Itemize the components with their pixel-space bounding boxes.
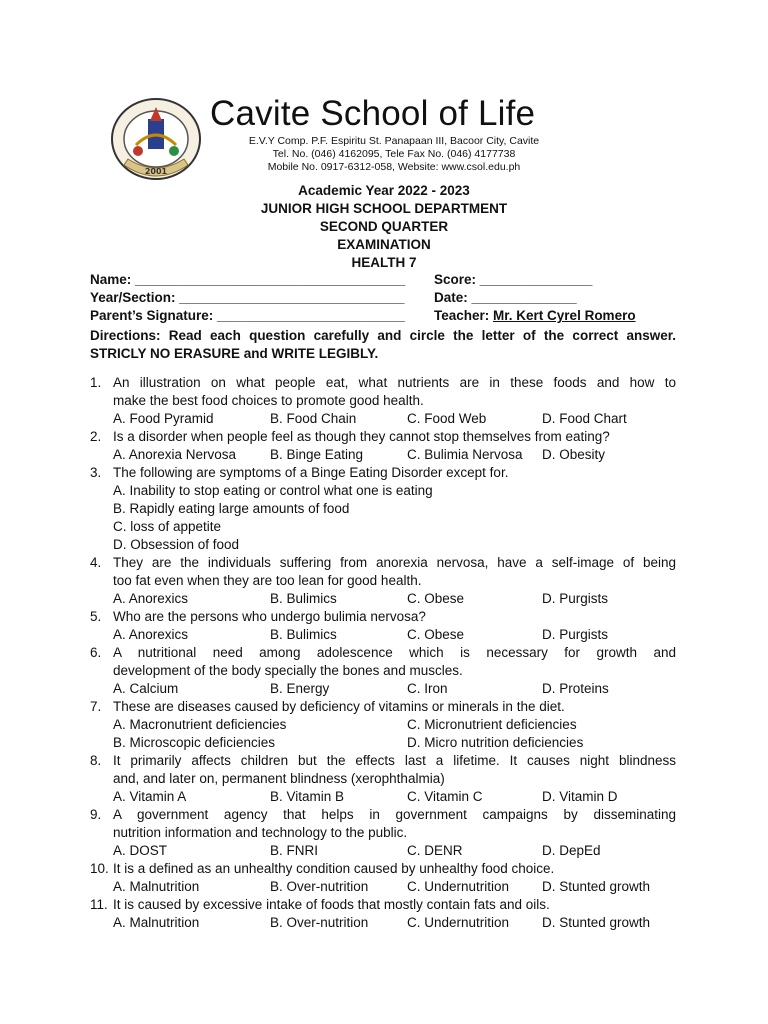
choice-d[interactable]: D. Food Chart xyxy=(542,411,627,426)
choice-row xyxy=(90,788,676,806)
question-number: 8. xyxy=(90,753,102,768)
score-field[interactable]: Score: _______________ xyxy=(434,272,593,287)
teacher-field xyxy=(434,308,636,323)
choice-c[interactable]: C. DENR xyxy=(407,843,463,858)
parent-signature-field[interactable]: Parent’s Signature: _________________________ xyxy=(90,308,405,323)
question-line xyxy=(90,662,676,680)
exam-type: EXAMINATION xyxy=(337,237,431,252)
contact-line: Tel. No. (046) 4162095, Tele Fax No. (046) 4177738 xyxy=(272,148,516,160)
choice-row xyxy=(90,536,676,554)
choice-b[interactable]: B. Bulimics xyxy=(270,591,337,606)
question-line xyxy=(90,554,676,572)
choice-d[interactable]: D. Purgists xyxy=(542,591,609,606)
question-text: and, and later on, permanent blindness (xerophthalmia) xyxy=(113,771,445,786)
question-line xyxy=(90,644,676,662)
choice-d[interactable]: D. Purgists xyxy=(542,627,609,642)
question-line xyxy=(90,860,676,878)
subject: HEALTH 7 xyxy=(351,255,417,270)
choice-a[interactable]: A. Macronutrient deficiencies xyxy=(113,717,287,732)
choice-row xyxy=(90,914,676,932)
choice-a[interactable]: A. Calcium xyxy=(113,681,179,696)
question-line xyxy=(90,770,676,788)
question-text: They are the individuals suffering from anorexia nervosa, have a self-image of being xyxy=(113,555,676,570)
choice-a[interactable]: A. Vitamin A xyxy=(113,789,187,804)
question-line xyxy=(90,752,676,770)
question-line xyxy=(90,428,676,446)
directions: Directions: Read each question carefully and circle the letter of the correct answer. STRICLY NO ERASURE and WRITE LEGIBLY. xyxy=(90,328,676,361)
choice-row xyxy=(90,878,676,896)
choice-b[interactable]: B. Binge Eating xyxy=(270,447,364,462)
choice-d[interactable]: D. Proteins xyxy=(542,681,609,696)
choice-d[interactable]: D. Vitamin D xyxy=(542,789,618,804)
choice-row xyxy=(90,410,676,428)
question-text: It is a defined as an unhealthy condition caused by unhealthy food choice. xyxy=(113,861,555,876)
question-line xyxy=(90,374,676,392)
choice-a[interactable]: A. Food Pyramid xyxy=(113,411,214,426)
question-number: 9. xyxy=(90,807,102,822)
choice-a[interactable]: A. Inability to stop eating or control what one is eating xyxy=(113,483,433,498)
choice-c[interactable]: C. Micronutrient deficiencies xyxy=(407,717,577,732)
choice-d[interactable]: D. Stunted growth xyxy=(542,915,651,930)
question-text: These are diseases caused by deficiency of vitamins or minerals in the diet. xyxy=(113,699,565,714)
question-number: 2. xyxy=(90,429,102,444)
question-text: Who are the persons who undergo bulimia nervosa? xyxy=(113,609,426,624)
choice-row xyxy=(90,518,676,536)
question-text: The following are symptoms of a Binge Eating Disorder except for. xyxy=(113,465,509,480)
question-text: too fat even when they are too lean for good health. xyxy=(113,573,422,588)
question-number: 1. xyxy=(90,375,102,390)
question-line xyxy=(90,464,676,482)
choice-b[interactable]: B. Rapidly eating large amounts of food xyxy=(113,501,350,516)
quarter: SECOND QUARTER xyxy=(319,219,449,234)
choice-c[interactable]: C. Vitamin C xyxy=(407,789,483,804)
choice-a[interactable]: A. Malnutrition xyxy=(113,879,200,894)
question-text: It primarily affects children but the effects last a lifetime. It causes night blindness xyxy=(113,753,676,768)
choice-b[interactable]: B. Energy xyxy=(270,681,330,696)
question-number: 3. xyxy=(90,465,102,480)
question-text: development of the body specially the bones and muscles. xyxy=(113,663,463,678)
school-name: Cavite School of Life xyxy=(210,94,536,133)
question-list xyxy=(90,374,676,932)
choice-c[interactable]: C. Obese xyxy=(407,627,465,642)
choice-d[interactable]: D. Stunted growth xyxy=(542,879,651,894)
question-line xyxy=(90,896,676,914)
question-number: 6. xyxy=(90,645,102,660)
choice-b[interactable]: B. Bulimics xyxy=(270,627,337,642)
address-line: E.V.Y Comp. P.F. Espiritu St. Panapaan III, Bacoor City, Cavite xyxy=(248,135,540,147)
choice-b[interactable]: B. Over-nutrition xyxy=(270,915,369,930)
choice-a[interactable]: A. Anorexics xyxy=(113,627,189,642)
choice-row xyxy=(90,734,676,752)
choice-row xyxy=(90,590,676,608)
school-logo xyxy=(108,95,204,183)
question-line xyxy=(90,392,676,410)
choice-row xyxy=(90,716,676,734)
question-number: 4. xyxy=(90,555,102,570)
question-number: 5. xyxy=(90,609,102,624)
choice-c[interactable]: C. Food Web xyxy=(407,411,487,426)
department: JUNIOR HIGH SCHOOL DEPARTMENT xyxy=(260,201,508,216)
choice-a[interactable]: A. DOST xyxy=(113,843,168,858)
question-text: make the best food choices to promote good health. xyxy=(113,393,424,408)
date-field[interactable]: Date: ______________ xyxy=(434,290,577,305)
question-text: A government agency that helps in government campaigns by disseminating xyxy=(113,807,676,822)
choice-c[interactable]: C. Iron xyxy=(407,681,448,696)
choice-d[interactable]: D. Obesity xyxy=(542,447,606,462)
question-line xyxy=(90,572,676,590)
question-line xyxy=(90,698,676,716)
year-section-field[interactable]: Year/Section: ______________________________ xyxy=(90,290,405,305)
question-line xyxy=(90,806,676,824)
choice-d[interactable]: D. DepEd xyxy=(542,843,601,858)
choice-d[interactable]: D. Obsession of food xyxy=(113,537,240,552)
choice-c[interactable]: C. Undernutrition xyxy=(407,915,510,930)
choice-c[interactable]: C. Undernutrition xyxy=(407,879,510,894)
choice-a[interactable]: A. Anorexics xyxy=(113,591,189,606)
choice-b[interactable]: B. Vitamin B xyxy=(270,789,345,804)
choice-b[interactable]: B. Food Chain xyxy=(270,411,357,426)
choice-row xyxy=(90,842,676,860)
choice-row xyxy=(90,680,676,698)
choice-d[interactable]: D. Micro nutrition deficiencies xyxy=(407,735,584,750)
name-field[interactable]: Name: ____________________________________ xyxy=(90,272,406,287)
question-number: 7. xyxy=(90,699,102,714)
question-number: 10. xyxy=(90,861,109,876)
question-text: An illustration on what people eat, what nutrients are in these foods and how to xyxy=(113,375,676,390)
choice-a[interactable]: A. Malnutrition xyxy=(113,915,200,930)
question-text: Is a disorder when people feel as though they cannot stop themselves from eating? xyxy=(113,429,610,444)
choice-b[interactable]: B. Over-nutrition xyxy=(270,879,369,894)
choice-c[interactable]: C. Obese xyxy=(407,591,465,606)
question-line xyxy=(90,608,676,626)
choice-row xyxy=(90,482,676,500)
choice-b[interactable]: B. Microscopic deficiencies xyxy=(113,735,276,750)
teacher-label: Teacher: xyxy=(434,308,494,323)
academic-year: Academic Year 2022 - 2023 xyxy=(298,183,470,198)
teacher-name: Mr. Kert Cyrel Romero xyxy=(493,308,636,323)
question-line xyxy=(90,824,676,842)
logo-year: 2001 xyxy=(144,167,168,176)
choice-c[interactable]: C. Bulimia Nervosa xyxy=(407,447,523,462)
mobile-website-line: Mobile No. 0917-6312-058, Website: www.csol.edu.ph xyxy=(267,161,521,173)
question-text: It is caused by excessive intake of foods that mostly contain fats and oils. xyxy=(113,897,550,912)
choice-a[interactable]: A. Anorexia Nervosa xyxy=(113,447,237,462)
choice-c[interactable]: C. loss of appetite xyxy=(113,519,222,534)
choice-row xyxy=(90,626,676,644)
choice-b[interactable]: B. FNRI xyxy=(270,843,319,858)
choice-row xyxy=(90,500,676,518)
question-number: 11. xyxy=(90,897,108,912)
question-text: nutrition information and technology to the public. xyxy=(113,825,408,840)
question-text: A nutritional need among adolescence which is necessary for growth and xyxy=(113,645,676,660)
choice-row xyxy=(90,446,676,464)
